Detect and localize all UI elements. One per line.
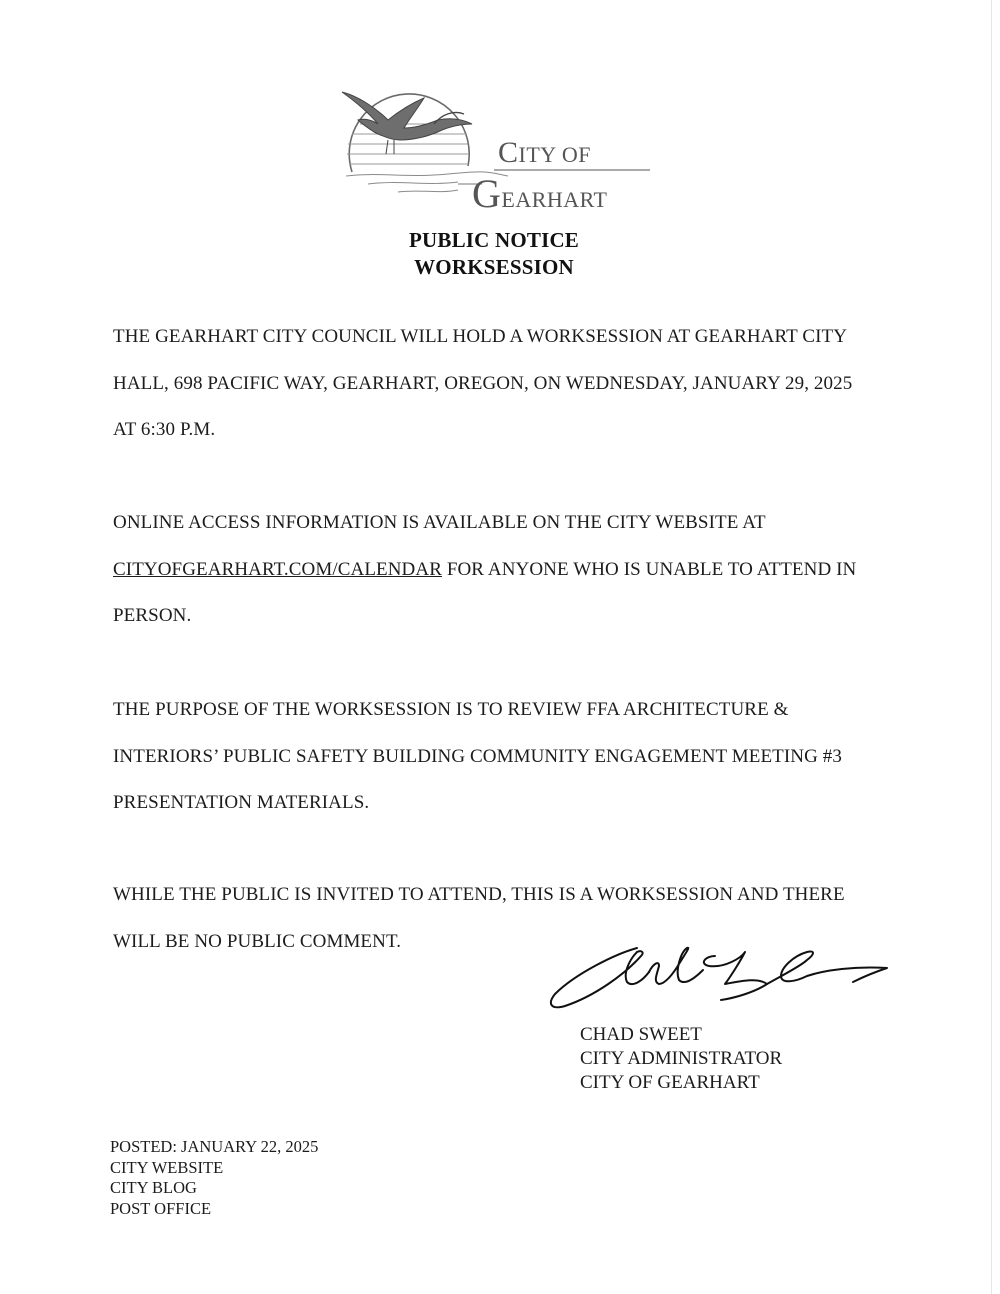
posted-location: POST OFFICE	[110, 1198, 212, 1218]
paragraph-line: ONLINE ACCESS INFORMATION IS AVAILABLE ON THE CITY WEBSITE AT	[113, 512, 766, 533]
logo-city-of-text: CITY OF	[498, 136, 591, 169]
posted-date: POSTED: JANUARY 22, 2025	[110, 1137, 319, 1156]
posted-block	[110, 1137, 318, 1219]
calendar-link[interactable]: CITYOFGEARHART.COM/CALENDAR	[113, 558, 442, 580]
paragraph-line: WHILE THE PUBLIC IS INVITED TO ATTEND, THIS IS A WORKSESSION AND THERE	[113, 884, 845, 905]
meeting-details-paragraph	[113, 314, 893, 454]
scan-edge-line	[991, 0, 992, 1294]
signatory-org: CITY OF GEARHART	[580, 1072, 760, 1093]
paragraph-line: AT 6:30 P.M.	[113, 419, 216, 440]
signatory-title: CITY ADMINISTRATOR	[580, 1048, 783, 1069]
paragraph-line: THE GEARHART CITY COUNCIL WILL HOLD A WORKSESSION AT GEARHART CITY	[113, 326, 848, 347]
paragraph-line-rest: FOR ANYONE WHO IS UNABLE TO ATTEND IN	[441, 558, 857, 580]
paragraph-line: WILL BE NO PUBLIC COMMENT.	[113, 930, 402, 952]
posted-location: CITY BLOG	[110, 1178, 197, 1197]
handwritten-signature-icon	[545, 934, 905, 1024]
online-access-paragraph	[113, 500, 893, 640]
logo-gearhart-text: GEARHART	[472, 171, 608, 216]
signatory-block	[580, 1023, 782, 1095]
city-logo	[338, 84, 668, 216]
paragraph-line: PRESENTATION MATERIALS.	[113, 792, 370, 813]
posted-location: CITY WEBSITE	[110, 1157, 224, 1177]
paragraph-line: HALL, 698 PACIFIC WAY, GEARHART, OREGON, ON WEDNESDAY, JANUARY 29, 2025	[113, 372, 853, 394]
paragraph-line	[113, 547, 893, 594]
paragraph-line: INTERIORS’ PUBLIC SAFETY BUILDING COMMUNITY ENGAGEMENT MEETING #3	[113, 745, 842, 767]
paragraph-line: THE PURPOSE OF THE WORKSESSION IS TO REVIEW FFA ARCHITECTURE &	[113, 699, 789, 720]
signatory-name: CHAD SWEET	[580, 1024, 702, 1045]
notice-title: PUBLIC NOTICE	[408, 228, 580, 252]
paragraph-line: PERSON.	[113, 605, 192, 626]
notice-subtitle: WORKSESSION	[414, 255, 574, 279]
purpose-paragraph	[113, 687, 893, 827]
